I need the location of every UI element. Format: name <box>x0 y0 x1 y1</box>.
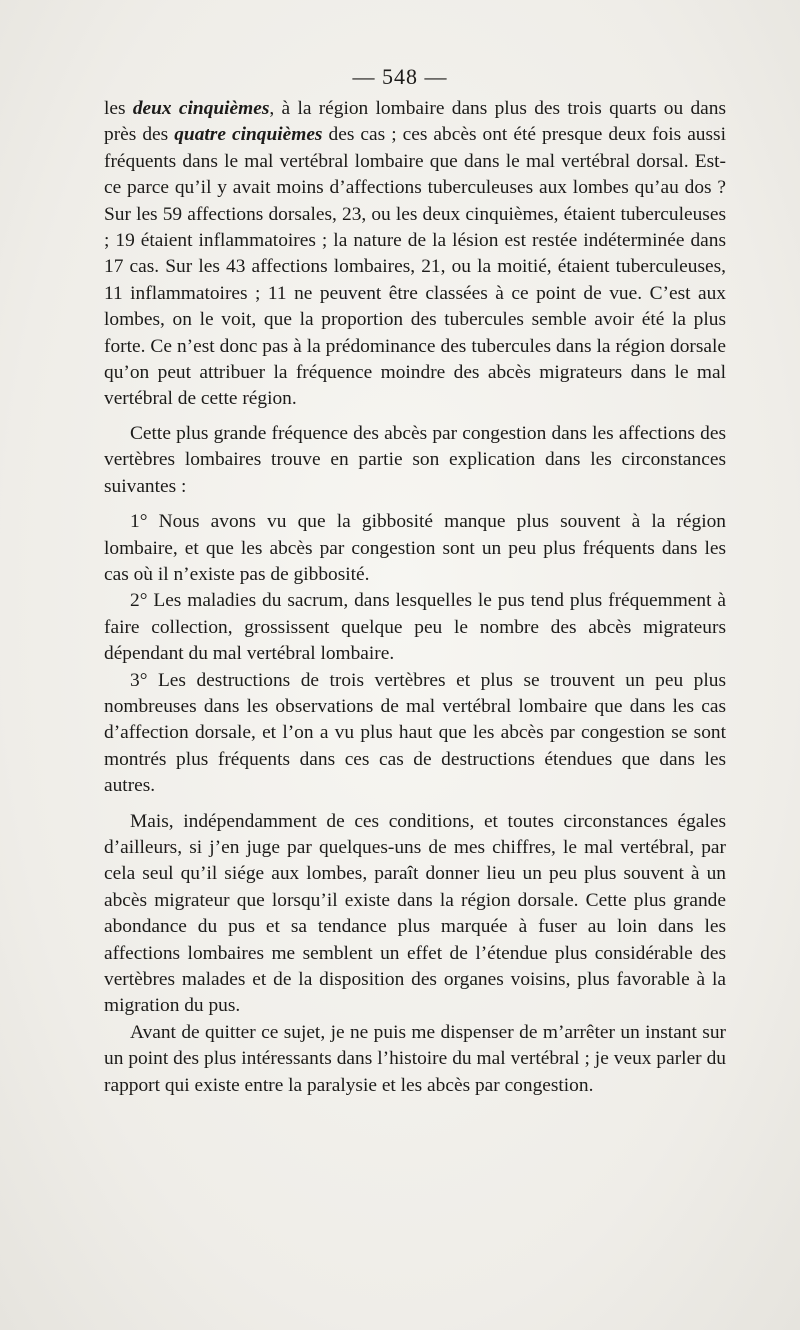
text-run: , à la région lombaire dans plus des trois quarts ou dans près des <box>104 98 726 146</box>
paragraph-1 <box>104 96 726 413</box>
paragraph-4 <box>104 588 726 667</box>
text-run: Avant de quitter ce sujet, je ne puis me dispenser de m’arrêter un instant sur un point des plus intéressants dans l’histoire du mal vertébral ; je veux parler du rapport qui existe entre la paralysie et les abcès par congestion. <box>104 1021 726 1096</box>
text-run: 3° Les destructions de trois vertèbres et plus se trouvent un peu plus nombreuses dans les observations de mal vertébral lombaire que dans les cas d’affection dorsale, et l’on a vu plus haut que les abcès par congestion se sont montrés plus fréquents dans ces cas de destructions étendues que dans les autres. <box>104 669 726 797</box>
text-run: les <box>104 98 133 119</box>
italic-text: deux cinquièmes <box>132 98 270 119</box>
text-run: des cas ; ces abcès ont été presque deux fois aussi fréquents dans le mal vertébral lombaire que dans le mal vertébral dorsal. Est-ce parce qu’il y avait moins d’affections tuberculeuses aux lombes qu’au dos ? Sur les 59 affections dorsales, 23, ou les deux cinquièmes, étaient tuberculeuses ; 19 étaient inflammatoires ; la nature de la lésion est restée indéterminée dans 17 cas. Sur les 43 affections lombaires, 21, ou la moitié, étaient tuberculeuses, 11 inflammatoires ; 11 ne peuvent être classées à ce point de vue. C’est aux lombes, on le voit, que la proportion des tubercules semble avoir été la plus forte. Ce n’est donc pas à la prédominance des tubercules dans la région dorsale qu’on peut attribuer la fréquence moindre des abcès migrateurs dans le mal vertébral de cette région. <box>104 124 726 410</box>
paragraph-7 <box>104 1020 726 1099</box>
paragraph-3 <box>104 509 726 588</box>
paragraph-6 <box>104 809 726 1020</box>
italic-text: quatre cinquièmes <box>174 124 323 146</box>
paragraph-5 <box>104 668 726 800</box>
text-run: 1° Nous avons vu que la gibbosité manque plus souvent à la région lombaire, et que les abcès par congestion sont un peu plus fréquents dans les cas où il n’existe pas de gibbosité. <box>104 511 726 585</box>
body-text <box>104 96 726 1099</box>
paragraph-2 <box>104 421 726 500</box>
paragraph-spacer <box>104 413 726 421</box>
page-number: — 548 — <box>352 64 448 89</box>
text-run: Cette plus grande fréquence des abcès par congestion dans les affections des vertèbres lombaires trouve en partie son explication dans les circonstances suivantes : <box>104 422 726 497</box>
text-run: 2° Les maladies du sacrum, dans lesquelles le pus tend plus fréquemment à faire collection, grossissent quelque peu le nombre des abcès migrateurs dépendant du mal vertébral lombaire. <box>104 590 726 665</box>
text-run: Mais, indépendamment de ces conditions, et toutes circonstances égales d’ailleurs, si j’en juge par quelques-uns de mes chiffres, le mal vertébral, par cela seul qu’il siége aux lombes, paraît donner lieu un peu plus souvent à un abcès migrateur que lorsqu’il existe dans la région dorsale. Cette plus grande abondance du pus et sa tendance plus marquée à fuser au loin dans les affections lombaires me semblent un effet de l’étendue plus considérable des vertèbres malades et de la disposition des organes voisins, plus favorable à la migration du pus. <box>104 810 726 1017</box>
